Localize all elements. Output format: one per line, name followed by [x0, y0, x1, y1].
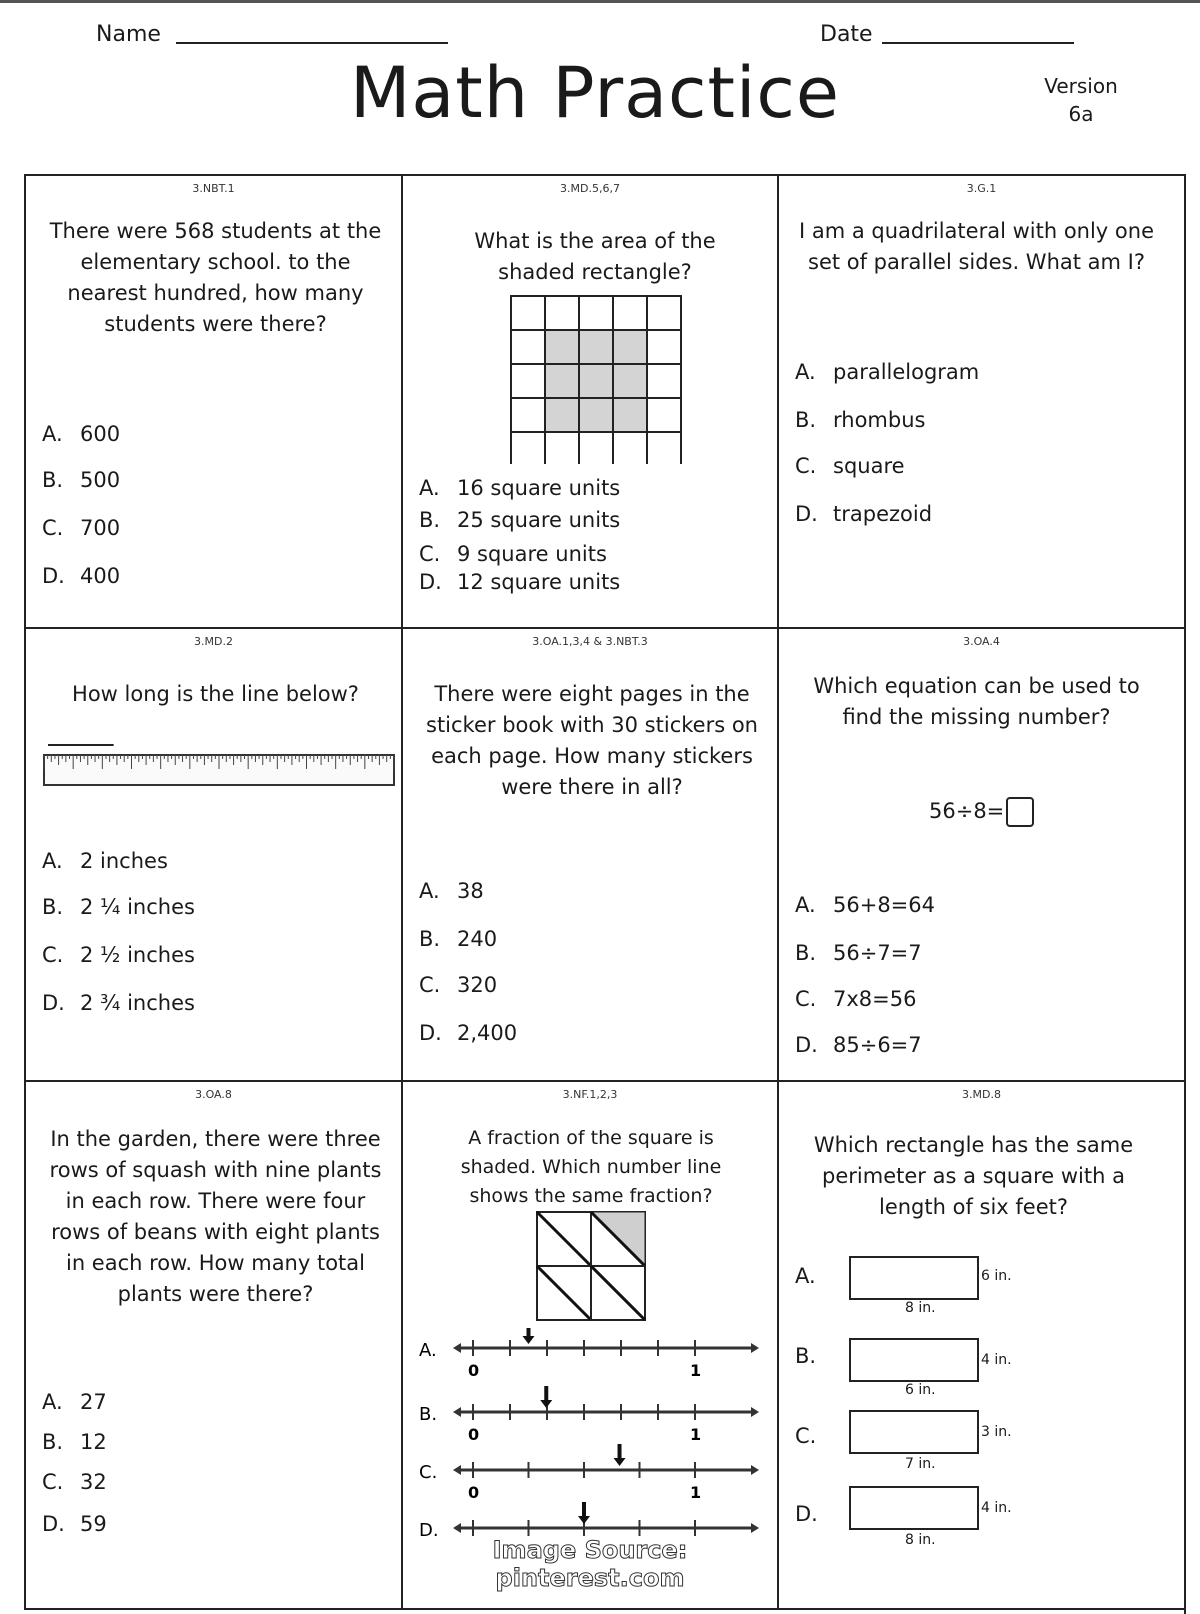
number-line-zero-label: 0 — [468, 1483, 480, 1502]
number-line-zero-label: 0 — [468, 1425, 480, 1444]
question-text: Which rectangle has the same perimeter as a square with a length of six feet? — [813, 1133, 1134, 1219]
grid-square — [511, 330, 545, 364]
option-c[interactable]: C. 2 ½ inches — [42, 943, 195, 967]
number-line-arrow-right — [751, 1465, 759, 1475]
option-b[interactable]: B. 56÷7=7 — [795, 941, 922, 965]
missing-number-box — [1006, 797, 1034, 827]
option-d-letter[interactable]: D. — [795, 1502, 818, 1526]
number-line-pointer-head — [614, 1458, 626, 1466]
grid-square — [545, 296, 579, 330]
version-line1: Version — [1044, 74, 1118, 98]
standard-label: 3.MD.8 — [962, 1088, 1001, 1101]
number-line-arrow-left — [453, 1523, 461, 1533]
problem-cell-5 — [401, 627, 777, 1080]
grid-square — [511, 398, 545, 432]
question-text: There were eight pages in the sticker book with 30 stickers on each page. How many stickers were there in all? — [426, 682, 758, 799]
option-b[interactable]: B. 25 square units — [419, 508, 621, 532]
grid-square — [647, 296, 681, 330]
number-line-zero-label: 0 — [468, 1361, 480, 1380]
number-line-letter: B. — [419, 1404, 438, 1425]
grid-square — [579, 330, 613, 364]
standard-label: 3.NBT.1 — [192, 182, 235, 195]
standard-label: 3.OA.8 — [195, 1088, 232, 1101]
option-c[interactable]: C. 700 — [42, 516, 121, 540]
ruler-diagram — [42, 739, 398, 787]
number-line-arrow-left — [453, 1343, 461, 1353]
number-line-pointer-head — [523, 1336, 535, 1344]
question-text: In the garden, there were three rows of squash with nine plants in each row. There were four rows of beans with eight plants in each row. How many total plants were there? — [49, 1127, 382, 1306]
option-d[interactable]: D. 2 ¾ inches — [42, 991, 195, 1015]
number-line-pointer-head — [578, 1516, 590, 1524]
grid-square — [579, 364, 613, 398]
option-c[interactable]: C. square — [795, 454, 905, 478]
grid-square — [511, 296, 545, 330]
watermark: Image Source: pinterest.com — [492, 1536, 688, 1592]
grid-square — [613, 296, 647, 330]
grid-square — [613, 398, 647, 432]
page-title: Math Practice — [350, 52, 840, 134]
number-line-arrow-right — [751, 1407, 759, 1417]
problem-grid — [24, 174, 1186, 1614]
equation-text: 56÷8= — [929, 799, 1005, 823]
problem-cell-4 — [24, 627, 401, 1080]
option-a[interactable]: A. 38 — [419, 879, 484, 903]
rect-d-bottom-label: 8 in. — [905, 1532, 936, 1548]
grid-square — [579, 432, 613, 464]
option-b[interactable]: B. 12 — [42, 1430, 107, 1454]
problem-cell-8 — [401, 1080, 777, 1610]
option-a[interactable]: A. 16 square units — [419, 476, 621, 500]
number-line-arrow-right — [751, 1523, 759, 1533]
rect-d-side-label: 4 in. — [981, 1500, 1012, 1516]
number-line-letter: A. — [419, 1340, 437, 1361]
question-text: There were 568 students at the elementary school. to the nearest hundred, how many students were there? — [49, 219, 382, 336]
standard-label: 3.MD.2 — [194, 635, 233, 648]
problem-cell-3 — [777, 174, 1184, 627]
question-text: A fraction of the square is shaded. Which number line shows the same fraction? — [460, 1127, 722, 1207]
option-c[interactable]: C. 32 — [42, 1470, 107, 1494]
option-a[interactable]: A. 56+8=64 — [795, 893, 935, 917]
grid-border-right — [1184, 174, 1186, 1614]
rect-b-side-label: 4 in. — [981, 1352, 1012, 1368]
problem-cell-2 — [401, 174, 777, 627]
grid-square — [613, 432, 647, 464]
problem-cell-9 — [777, 1080, 1184, 1610]
option-b-letter[interactable]: B. — [795, 1344, 817, 1368]
option-b[interactable]: B. 2 ¼ inches — [42, 895, 195, 919]
option-d[interactable]: D. 59 — [42, 1512, 107, 1536]
number-line-pointer-head — [540, 1400, 552, 1408]
rect-c-side-label: 3 in. — [981, 1424, 1012, 1440]
option-c[interactable]: C. 7x8=56 — [795, 987, 917, 1011]
grid-square — [579, 398, 613, 432]
grid-square — [511, 364, 545, 398]
fraction-square-diagram — [535, 1210, 649, 1324]
problem-cell-7 — [24, 1080, 401, 1610]
grid-square — [511, 432, 545, 464]
rect-c-bottom-label: 7 in. — [905, 1456, 936, 1472]
grid-square — [647, 432, 681, 464]
rectangle-c[interactable] — [849, 1410, 979, 1454]
option-b[interactable]: B. 240 — [419, 927, 498, 951]
grid-square — [545, 432, 579, 464]
rectangle-a[interactable] — [849, 1256, 979, 1300]
date-label: Date — [820, 22, 873, 47]
option-d[interactable]: D. 400 — [42, 564, 121, 588]
grid-square — [545, 330, 579, 364]
option-d[interactable]: D. 85÷6=7 — [795, 1033, 922, 1057]
option-a[interactable]: A. 27 — [42, 1390, 107, 1414]
standard-label: 3.NF.1,2,3 — [562, 1088, 618, 1101]
option-d[interactable]: D. 2,400 — [419, 1021, 518, 1045]
question-text: How long is the line below? — [72, 682, 359, 706]
grid-square — [613, 330, 647, 364]
standard-label: 3.MD.5,6,7 — [560, 182, 620, 195]
question-text: Which equation can be used to find the missing number? — [813, 674, 1140, 729]
grid-square — [647, 364, 681, 398]
option-d[interactable]: D. 12 square units — [419, 570, 621, 594]
grid-square — [647, 330, 681, 364]
rectangle-b[interactable] — [849, 1338, 979, 1382]
standard-label: 3.OA.4 — [963, 635, 1000, 648]
grid-square — [545, 364, 579, 398]
number-line-letter: D. — [419, 1520, 439, 1541]
version-line2: 6a — [1068, 102, 1094, 126]
option-a[interactable]: A. 2 inches — [42, 849, 168, 873]
grid-square — [545, 398, 579, 432]
number-line-one-label: 1 — [690, 1361, 702, 1380]
option-a[interactable]: A. parallelogram — [795, 360, 980, 384]
date-field-line[interactable] — [882, 42, 1074, 44]
name-field-line[interactable] — [176, 42, 448, 44]
grid-square — [647, 398, 681, 432]
number-line-one-label: 1 — [690, 1483, 702, 1502]
rect-a-side-label: 6 in. — [981, 1268, 1012, 1284]
option-c[interactable]: C. 320 — [419, 973, 498, 997]
name-label: Name — [96, 22, 161, 47]
grid-square — [579, 296, 613, 330]
problem-cell-6 — [777, 627, 1184, 1080]
option-a[interactable]: A. 600 — [42, 422, 121, 446]
question-text: I am a quadrilateral with only one set of parallel sides. What am I? — [799, 219, 1154, 274]
number-line-arrow-left — [453, 1465, 461, 1475]
problem-cell-1 — [24, 174, 401, 627]
standard-label: 3.OA.1,3,4 & 3.NBT.3 — [532, 635, 648, 648]
question-text: What is the area of the shaded rectangle? — [474, 229, 716, 284]
option-b[interactable]: B. 500 — [42, 468, 121, 492]
rect-b-bottom-label: 6 in. — [905, 1382, 936, 1398]
option-c[interactable]: C. 9 square units — [419, 542, 607, 566]
grid-border-bottom — [24, 1608, 1186, 1610]
option-b[interactable]: B. rhombus — [795, 408, 926, 432]
number-line-one-label: 1 — [690, 1425, 702, 1444]
number-line-arrow-right — [751, 1343, 759, 1353]
equation — [929, 797, 1034, 827]
rect-a-bottom-label: 8 in. — [905, 1300, 936, 1316]
number-line-letter: C. — [419, 1462, 438, 1483]
option-c-letter[interactable]: C. — [795, 1424, 817, 1448]
option-d[interactable]: D. trapezoid — [795, 502, 933, 526]
top-border — [0, 0, 1200, 3]
standard-label: 3.G.1 — [966, 182, 997, 195]
option-a-letter[interactable]: A. — [795, 1264, 816, 1288]
rectangle-d[interactable] — [849, 1486, 979, 1530]
area-grid-diagram — [507, 292, 689, 464]
number-line-arrow-left — [453, 1407, 461, 1417]
version-label — [1026, 72, 1136, 128]
grid-square — [613, 364, 647, 398]
